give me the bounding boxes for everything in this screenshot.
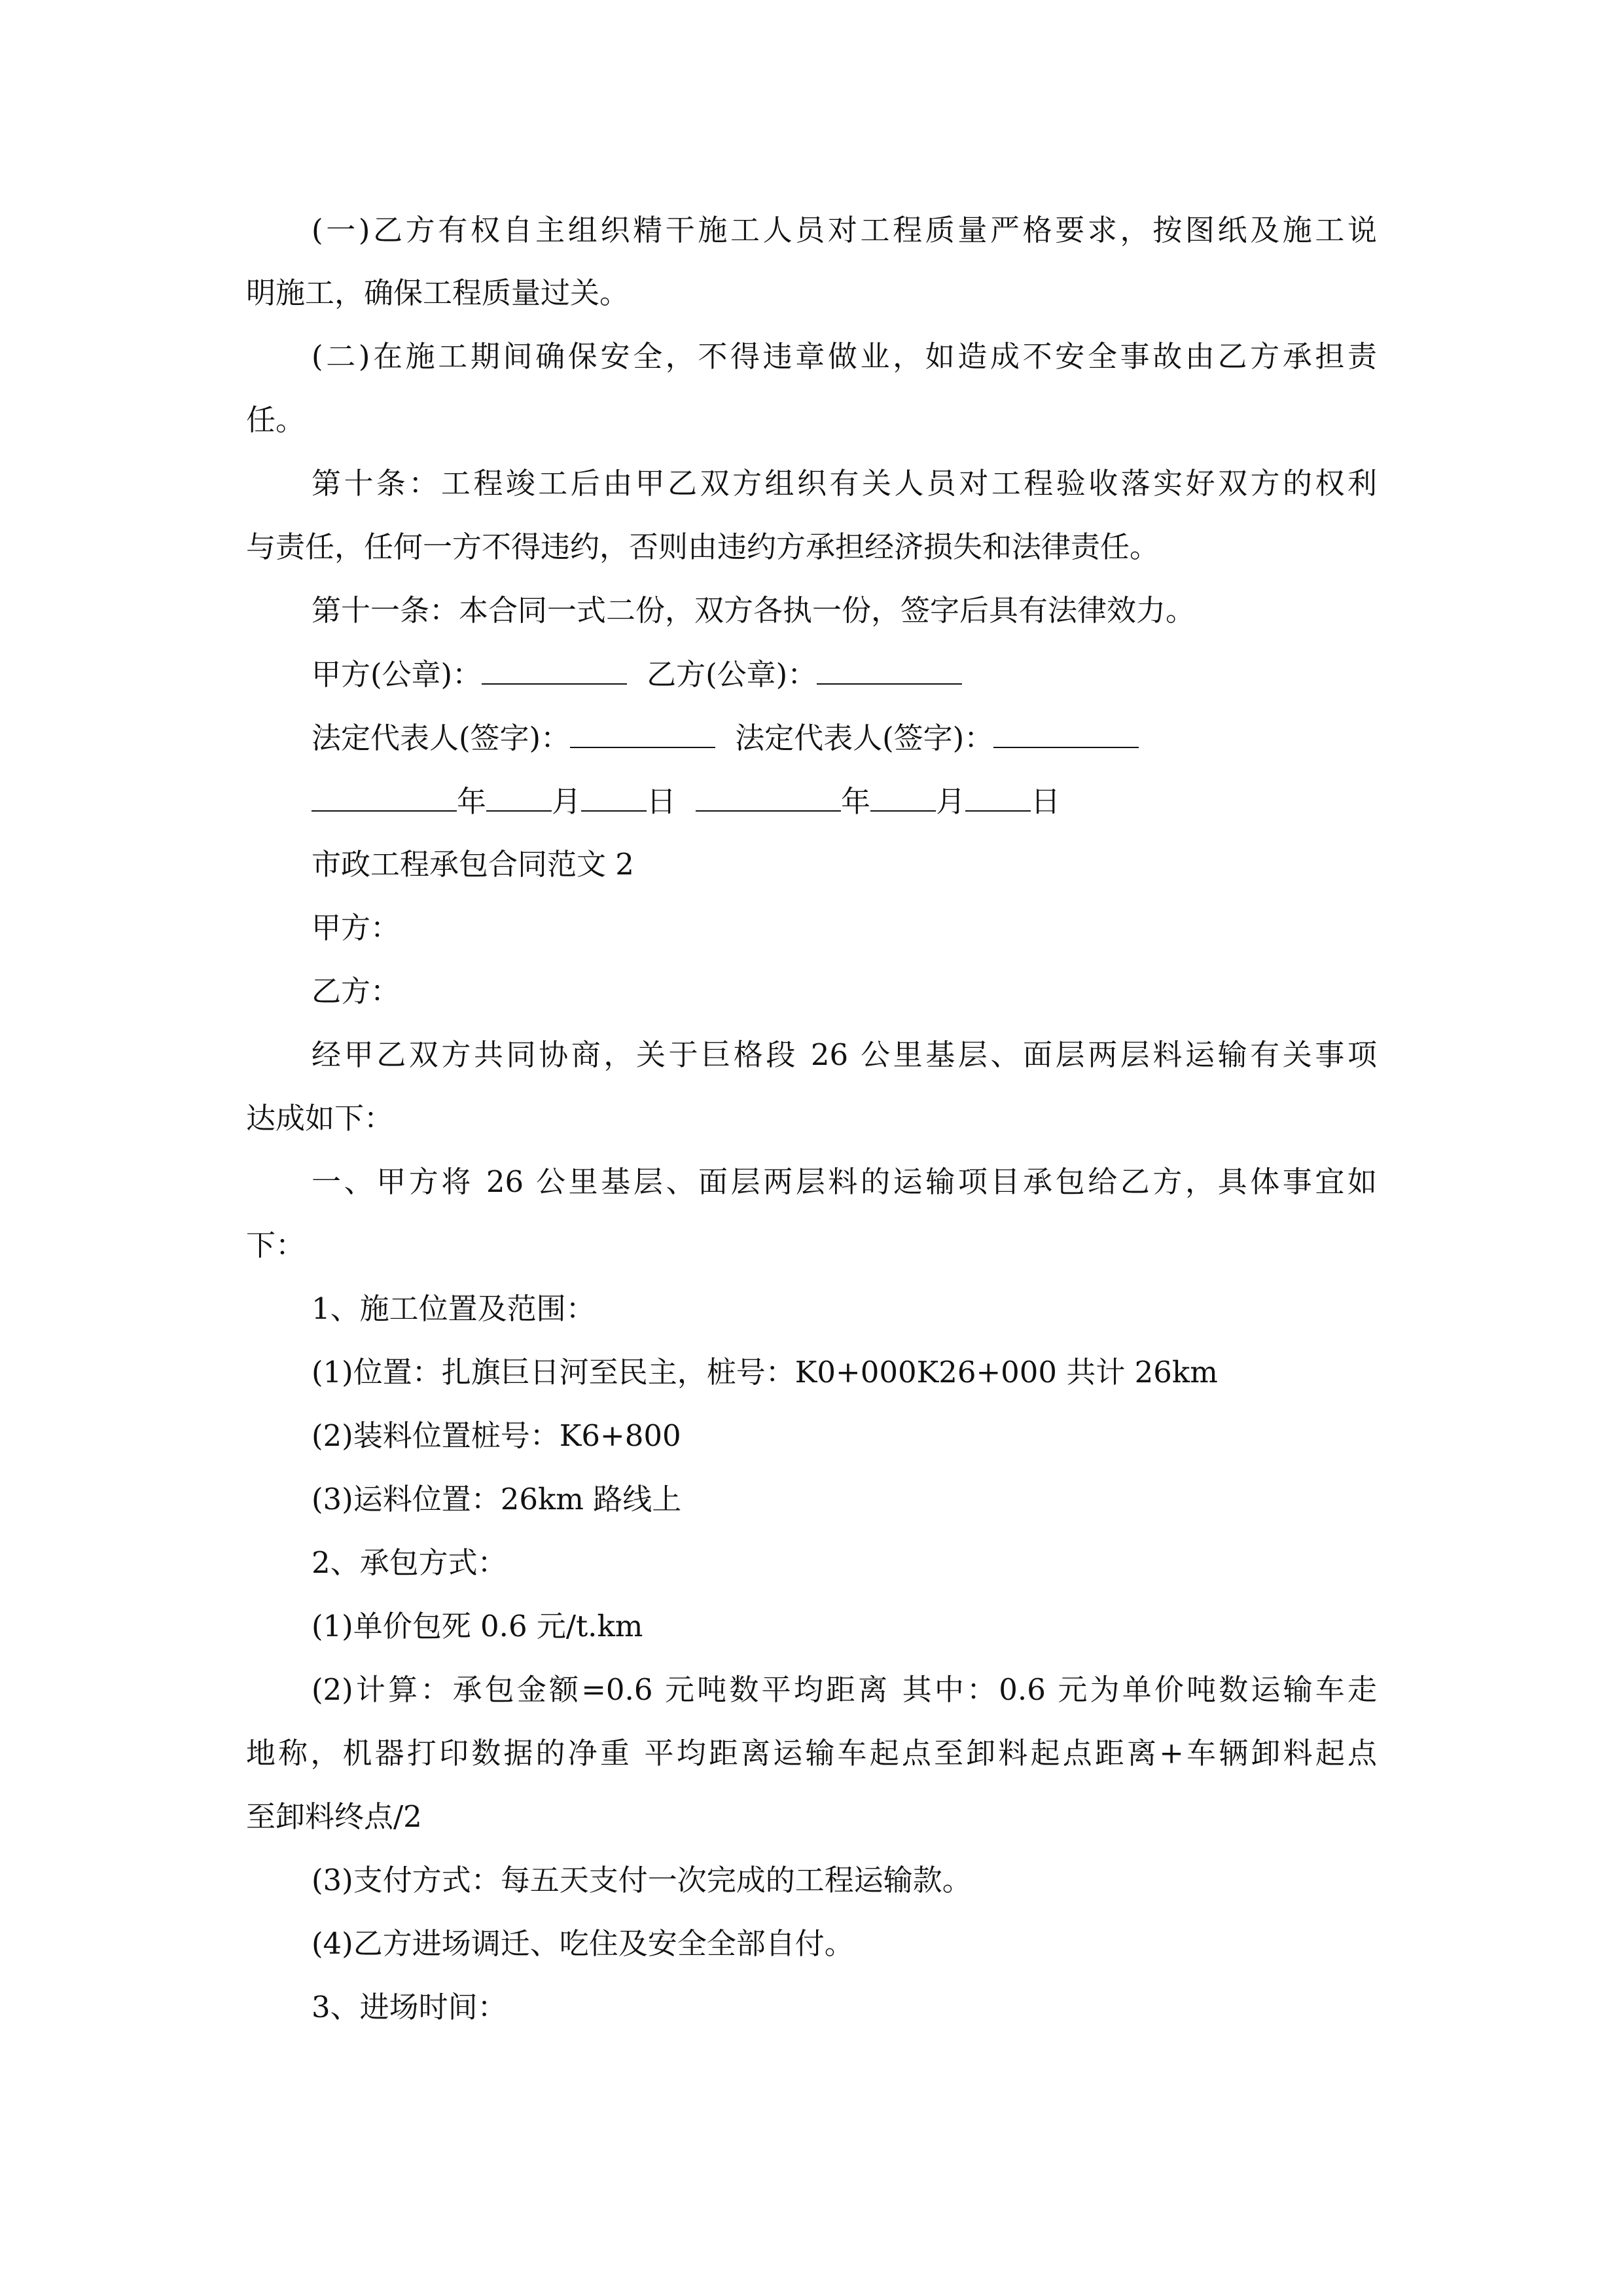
clause-2-line-2: 任。 <box>246 403 306 437</box>
section-title: 市政工程承包合同范文 2 <box>312 847 634 882</box>
item-1-line-1: 一、甲方将 26 公里基层、面层两层料的运输项目承包给乙方，具体事宜如 <box>312 1164 1377 1199</box>
party-a-seal-blank <box>482 655 627 685</box>
contract-item-3: (3)支付方式：每五天支付一次完成的工程运输款。 <box>312 1863 972 1897</box>
party-b-seal-label: 乙方(公章)： <box>647 657 817 692</box>
date-b-day: 日 <box>1031 784 1061 819</box>
item-1-line-2: 下： <box>246 1228 306 1263</box>
date-b-year-blank <box>696 781 841 812</box>
date-a-year: 年 <box>457 784 487 819</box>
scope-heading: 1、施工位置及范围： <box>312 1291 596 1326</box>
seal-line <box>312 655 962 694</box>
date-a-year-blank <box>312 781 457 812</box>
representative-line <box>312 718 1139 758</box>
scope-item-1: (1)位置：扎旗巨日河至民主，桩号：K0+000K26+000 共计 26km <box>312 1355 1218 1390</box>
scope-item-3: (3)运料位置：26km 路线上 <box>312 1482 682 1516</box>
date-b-month-blank <box>870 781 936 812</box>
party-a-line: 甲方： <box>312 910 401 945</box>
party-b-rep-blank <box>993 718 1139 748</box>
article-10-line-1: 第十条：工程竣工后由甲乙双方组织有关人员对工程验收落实好双方的权利 <box>312 466 1377 501</box>
party-b-line: 乙方： <box>312 974 401 1009</box>
article-10-line-2: 与责任，任何一方不得违约，否则由违约方承担经济损失和法律责任。 <box>246 529 1160 564</box>
contract-item-2-line-3: 至卸料终点/2 <box>246 1799 422 1834</box>
date-b-month: 月 <box>936 784 966 819</box>
party-b-seal-blank <box>817 655 962 685</box>
contract-item-2-line-2: 地称，机器打印数据的净重 平均距离运输车起点至卸料起点距离+车辆卸料起点 <box>246 1736 1377 1770</box>
date-b-day-blank <box>965 781 1031 812</box>
date-a-day-blank <box>581 781 647 812</box>
clause-1-line-1: (一)乙方有权自主组织精干施工人员对工程质量严格要求，按图纸及施工说 <box>312 213 1377 247</box>
date-a-month-blank <box>486 781 552 812</box>
contract-item-2-line-1: (2)计算：承包金额=0.6 元吨数平均距离 其中：0.6 元为单价吨数运输车走 <box>312 1672 1377 1707</box>
contract-item-1: (1)单价包死 0.6 元/t.km <box>312 1609 643 1643</box>
date-a-month: 月 <box>552 784 582 819</box>
date-b-year: 年 <box>841 784 871 819</box>
entry-heading: 3、进场时间： <box>312 1990 507 2024</box>
contract-heading: 2、承包方式： <box>312 1545 507 1580</box>
article-11: 第十一条：本合同一式二份，双方各执一份，签字后具有法律效力。 <box>312 593 1196 628</box>
party-a-rep-blank <box>570 718 715 748</box>
clause-1-line-2: 明施工，确保工程质量过关。 <box>246 276 630 310</box>
scope-item-2: (2)装料位置桩号：K6+800 <box>312 1418 681 1453</box>
party-a-seal-label: 甲方(公章)： <box>312 657 482 692</box>
clause-2-line-1: (二)在施工期间确保安全，不得违章做业，如造成不安全事故由乙方承担责 <box>312 339 1377 374</box>
date-line <box>312 781 1060 821</box>
intro-line-1: 经甲乙双方共同协商，关于巨格段 26 公里基层、面层两层料运输有关事项 <box>312 1037 1377 1072</box>
date-a-day: 日 <box>647 784 677 819</box>
intro-line-2: 达成如下： <box>246 1101 394 1136</box>
contract-item-4: (4)乙方进场调迁、吃住及安全全部自付。 <box>312 1926 854 1961</box>
party-a-rep-label: 法定代表人(签字)： <box>312 721 571 755</box>
party-b-rep-label: 法定代表人(签字)： <box>735 721 994 755</box>
